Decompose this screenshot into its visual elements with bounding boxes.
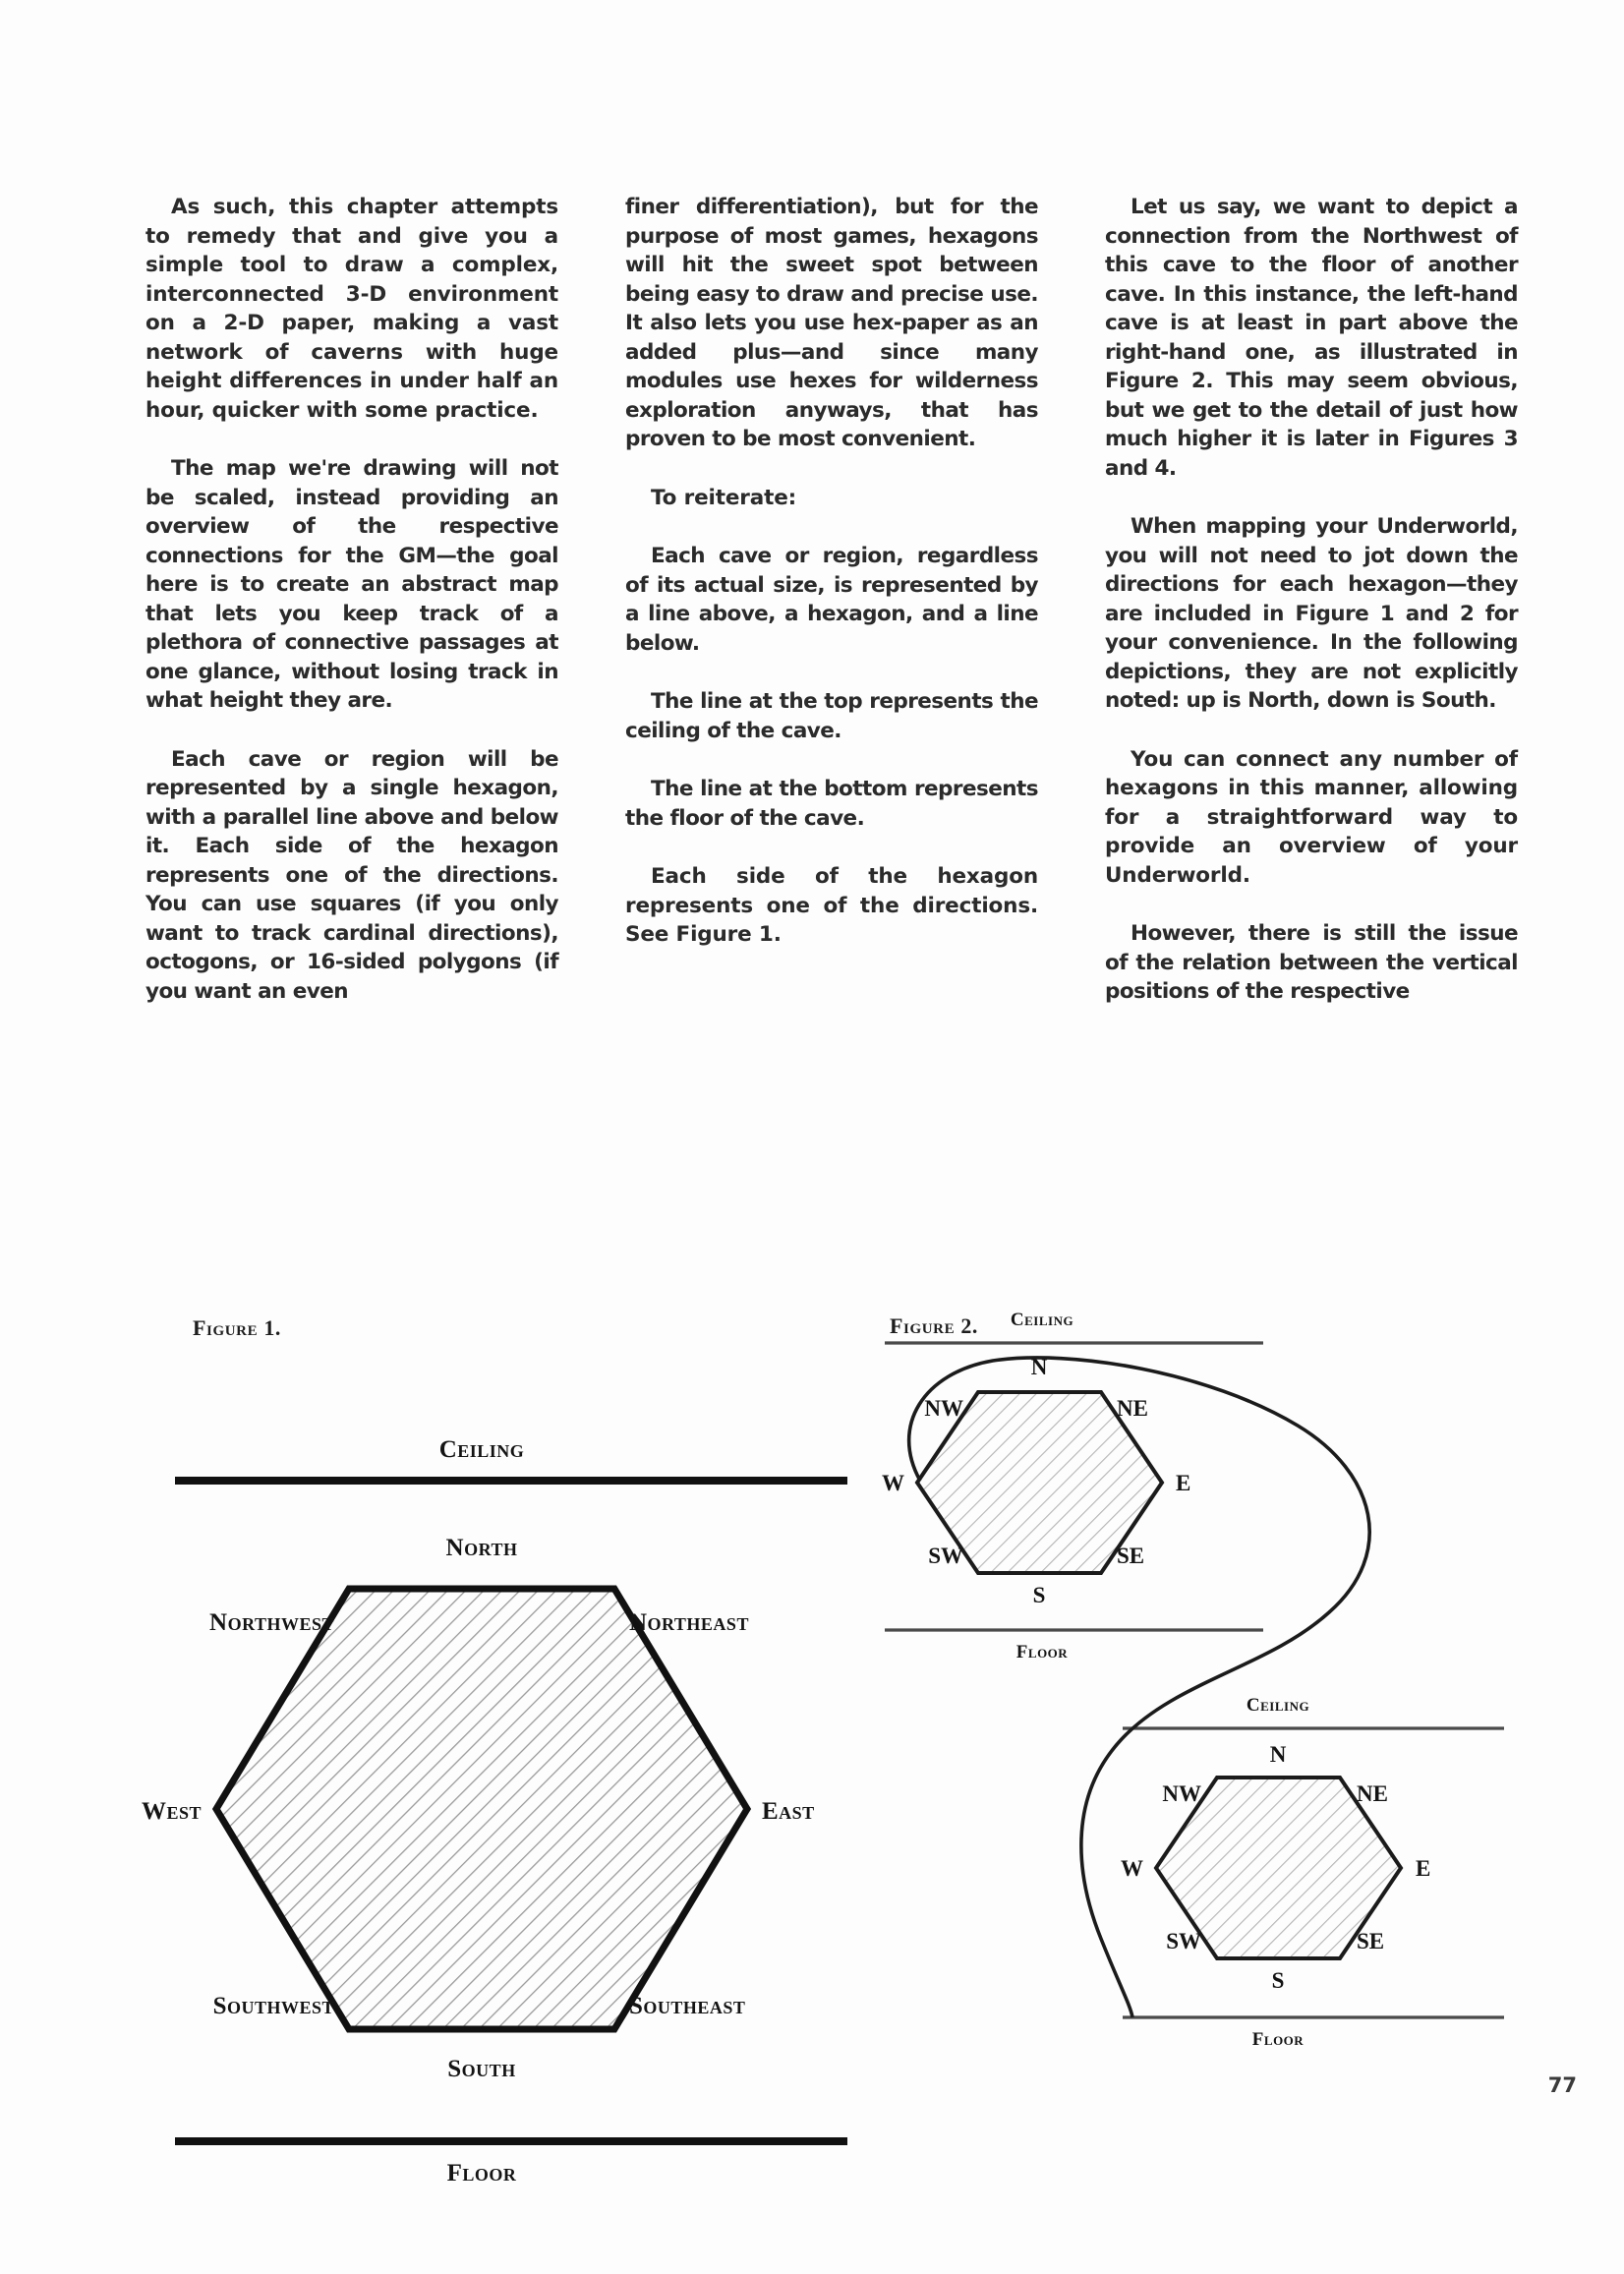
paragraph: Each cave or region will be represented by a single hexagon, with a parallel line above and below it. Each side of the hexagon represents one of the directions. You can use squares (if you only want to track cardinal directions), octogons, or 16-sided polygons (if you want an even (145, 746, 558, 1004)
figure-2-upper-east-label: E (1176, 1471, 1191, 1495)
figure-1-southwest-label: Southwest (212, 1993, 334, 2019)
figure-2-lower-north-label: N (1269, 1742, 1287, 1767)
figure-1-northwest-label: Northwest (209, 1609, 334, 1636)
figure-2-lower-northwest-label: NW (1162, 1781, 1201, 1806)
paragraph: You can connect any number of hexagons in this manner, allowing for a straightforward way to provide an overview of your Underworld. (1105, 746, 1518, 888)
figure-1-south-label: South (447, 2056, 516, 2082)
figure-2-lower-cave (1121, 1695, 1504, 2050)
figure-1-floor-label: Floor (446, 2160, 517, 2187)
paragraph: Each cave or region, regardless of its actual size, is represented by a line above, a hexagon, and a line below. (625, 544, 1038, 656)
paragraph: The map we're drawing will not be scaled, instead providing an overview of the respective connections for the GM—the goal here is to create an abstract map that lets you keep track of a plethora of connective passages at one glance, without losing track in what height they are. (145, 456, 558, 713)
figure-2-upper-north-label: N (1030, 1355, 1048, 1379)
text-column-2 (625, 193, 1038, 1036)
figure-1-caption: Figure 1. (193, 1315, 282, 1340)
figure-2-lower-ceiling-label: Ceiling (1246, 1695, 1310, 1716)
figure-1-ceiling-label: Ceiling (438, 1436, 525, 1463)
paragraph: To reiterate: (651, 485, 797, 510)
text-column-3 (1105, 193, 1518, 1036)
text-columns (145, 193, 1522, 1036)
figure-2-upper-floor-label: Floor (1015, 1642, 1069, 1662)
paragraph: Each side of the hexagon represents one of the directions. See Figure 1. (625, 864, 1038, 947)
figure-2-lower-south-label: S (1271, 1968, 1285, 1993)
page-number: 77 (1547, 2073, 1577, 2097)
figure-2-lower-east-label: E (1416, 1856, 1431, 1881)
paragraph: As such, this chapter attempts to remedy that and give you a simple tool to draw a complex, interconnected 3-D environment on a 2-D paper, making a vast network of caverns with huge height differences in under half an hour, quicker with some practice. (145, 195, 558, 423)
figure-2-upper-ceiling-label: Ceiling (1010, 1310, 1074, 1330)
figure-2-lower-west-label: W (1121, 1856, 1143, 1881)
figure-1 (142, 1436, 847, 2187)
paragraph: When mapping your Underworld, you will not need to jot down the directions for each hexagon—they are included in Figure 1 and 2 for your convenience. In the following depictions, they are not explicitly noted: up is North, down is South. (1105, 514, 1518, 713)
figure-1-north-label: North (445, 1535, 518, 1561)
figure-2-upper-cave (882, 1310, 1263, 1662)
paragraph: The line at the bottom represents the floor of the cave. (625, 777, 1038, 831)
figure-2-upper-west-label: W (882, 1471, 904, 1495)
paragraph: However, there is still the issue of the relation between the vertical positions of the respective (1105, 921, 1518, 1004)
paragraph: Let us say, we want to depict a connection from the Northwest of this cave to the floor of another cave. In this instance, the left-hand cave is at least in part above the right-hand one, as illustrated in Figure 2. This may seem obvious, but we get to the detail of just how much higher it is later in Figures 3 and 4. (1105, 195, 1518, 481)
figure-2-lower-floor-label: Floor (1251, 2029, 1305, 2050)
figure-2-upper-southwest-label: SW (928, 1544, 963, 1568)
figure-2-caption: Figure 2. (890, 1313, 979, 1338)
figure-1-west-label: West (141, 1798, 202, 1825)
figure-1-east-label: East (762, 1798, 815, 1825)
figure-2-lower-northeast-label: NE (1357, 1781, 1388, 1806)
figure-2-upper-south-label: S (1032, 1583, 1046, 1607)
text-column-1 (145, 193, 558, 1036)
figures-area (0, 1278, 1624, 2222)
figure-2-upper-northwest-label: NW (924, 1396, 963, 1421)
paragraph: The line at the top represents the ceiling of the cave. (625, 689, 1038, 743)
figure-2-upper-southeast-label: SE (1117, 1544, 1145, 1568)
paragraph: finer differentiation), but for the purpose of most games, hexagons will hit the sweet spot between being easy to draw and precise use. It also lets you use hex-paper as an added plus—and since many modules use hexes for wilderness exploration anyways, that has proven to be most convenient. (625, 195, 1038, 451)
figure-1-northeast-label: Northeast (629, 1609, 749, 1636)
figure-2-lower-southwest-label: SW (1166, 1929, 1201, 1953)
figure-2-lower-southeast-label: SE (1357, 1929, 1385, 1953)
figures-svg (0, 1278, 1624, 2222)
figure-2-upper-northeast-label: NE (1117, 1396, 1148, 1421)
figure-1-hexagon-fill (216, 1589, 747, 2029)
figure-1-southeast-label: Southeast (629, 1993, 746, 2019)
